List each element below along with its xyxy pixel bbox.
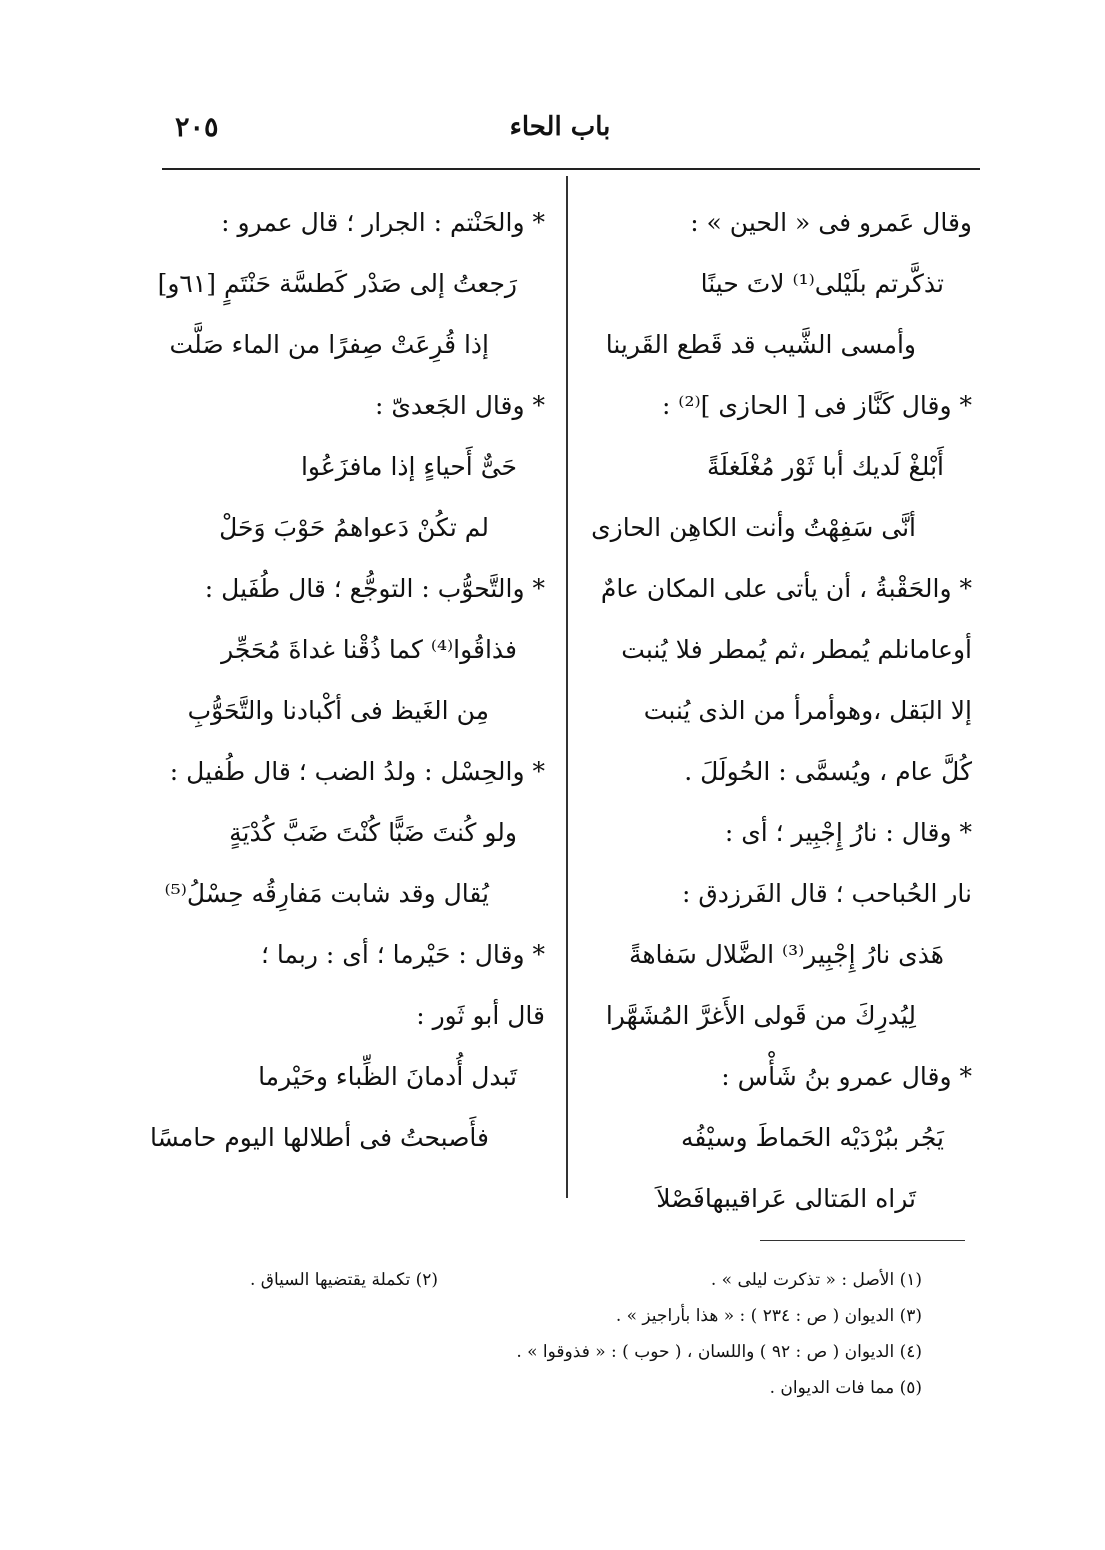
footnote-3: (٣) الديوان ( ص : ٢٣٤ ) : « هذا بأراجيز » . [615, 1306, 922, 1326]
right-column [590, 192, 972, 1229]
verse-line: لم تكُنْ دَعواهمُ حَوْبَ وَحَلْ [219, 513, 489, 542]
verse-line: أَبْلغْ لَديك أبا ثَوْر مُغْلَغلَةً [707, 452, 944, 481]
verse-line: ولو كُنتَ ضَبًّا كُنْتَ ضَبَّ كُدْيَةٍ [229, 818, 517, 847]
running-title: باب الحاء [509, 112, 611, 142]
footnote-2: (٢) تكملة يقتضيها السياق . [250, 1270, 439, 1290]
verse-line: حَىٌّ أَحياءٍ إذا مافزَعُوا [300, 452, 517, 481]
footnotes [250, 1262, 922, 1406]
text-line: * وقال : حَيْرما ؛ أى : ربما ؛ [260, 940, 545, 969]
left-column [149, 192, 545, 1168]
text-line: * والحِسْل : ولدُ الضب ؛ قال طُفيل : [169, 757, 545, 786]
header-rule [162, 168, 980, 170]
verse-line: لِيُدرِكَ من قَولى الأَغرَّ المُشَهَّرا [605, 1001, 916, 1030]
text-line: * وقال الجَعدىّ : [374, 391, 545, 420]
footnote-5: (٥) مما فات الديوان . [769, 1378, 922, 1398]
text-line: * وقال : نارُ إِجْبِير ؛ أى : [724, 818, 972, 847]
footnote-4: (٤) الديوان ( ص : ٩٢ ) واللسان ، ( حوب ) : « فذوقوا » . [516, 1342, 922, 1362]
verse-line: تذكَّرتم بلَيْلى⁽¹⁾ لاتَ حينًا [700, 269, 944, 298]
verse-line: يَجُر ببُرْدَيْه الحَماطَ وسيْفُه [680, 1123, 944, 1152]
text-line: قال أبو ثَور : [416, 1001, 545, 1030]
verse-line: وأمسى الشَّيب قد قَطع القَرينا [605, 330, 916, 359]
verse-line: يُقال وقد شابت مَفارِقُه حِسْلُ⁽⁵⁾ [164, 879, 489, 908]
verse-line: تَراه المَتالى عَراقيبهافَصْلاَ [656, 1184, 916, 1213]
footnote-row [250, 1262, 922, 1298]
footnote-rule [760, 1240, 965, 1241]
text-line: إلا البَقل ،وهوأمرأ من الذى يُنبت [643, 696, 972, 725]
text-line: * والحَقْبةُ ، أن يأتى على المكان عامٌ [600, 574, 972, 603]
text-line: كُلَّ عام ، ويُسمَّى : الحُولَلَ . [684, 757, 972, 786]
verse-line: أنَّى سَفِهْتُ وأنت الكاهِن الحازى [591, 513, 916, 542]
text-line: نار الحُباحب ؛ قال الفَرزدق : [682, 879, 972, 908]
verse-line: فأَصبحتُ فى أطلالها اليوم حامسًا [149, 1123, 489, 1152]
text-line: * والحَنْتم : الجرار ؛ قال عمرو : [221, 208, 545, 237]
text-line: * والتَّحوُّب : التوجُّع ؛ قال طُفَيل : [204, 574, 545, 603]
verse-line: إذا قُرِعَتْ صِفرًا من الماء صَلَّت [169, 330, 489, 359]
text-line: * وقال عمرو بنُ شَأْس : [721, 1062, 972, 1091]
footnote-1: (١) الأصل : « تذكرت ليلى » . [710, 1270, 922, 1290]
verse-line: تَبدل أُدمانَ الظِّباء وحَيْرما [258, 1062, 517, 1091]
verse-line: هَذى نارُ إِجْبِير⁽³⁾ الضَّلال سَفاهةً [628, 940, 944, 969]
verse-line: مِن الغَيظ فى أكْبادنا والتَّحَوُّبِ [187, 696, 489, 725]
verse-line: فذاقُوا⁽⁴⁾ كما ذُقْنا غداةَ مُحَجِّر [221, 635, 517, 664]
column-divider [566, 176, 568, 1198]
text-line: * وقال كَنَّاز فى [ الحازى ]⁽²⁾ : [661, 391, 972, 420]
text-line: وقال عَمرو فى « الحين » : [690, 208, 972, 237]
text-line: أوعامانلم يُمطر ،ثم يُمطر فلا يُنبت [621, 635, 972, 664]
page-number: ٢٠٥ [175, 112, 219, 143]
verse-line: رَجعتُ إلى صَدْر كَطسَّة حَنْتَمٍ [٦١و] [157, 269, 517, 298]
